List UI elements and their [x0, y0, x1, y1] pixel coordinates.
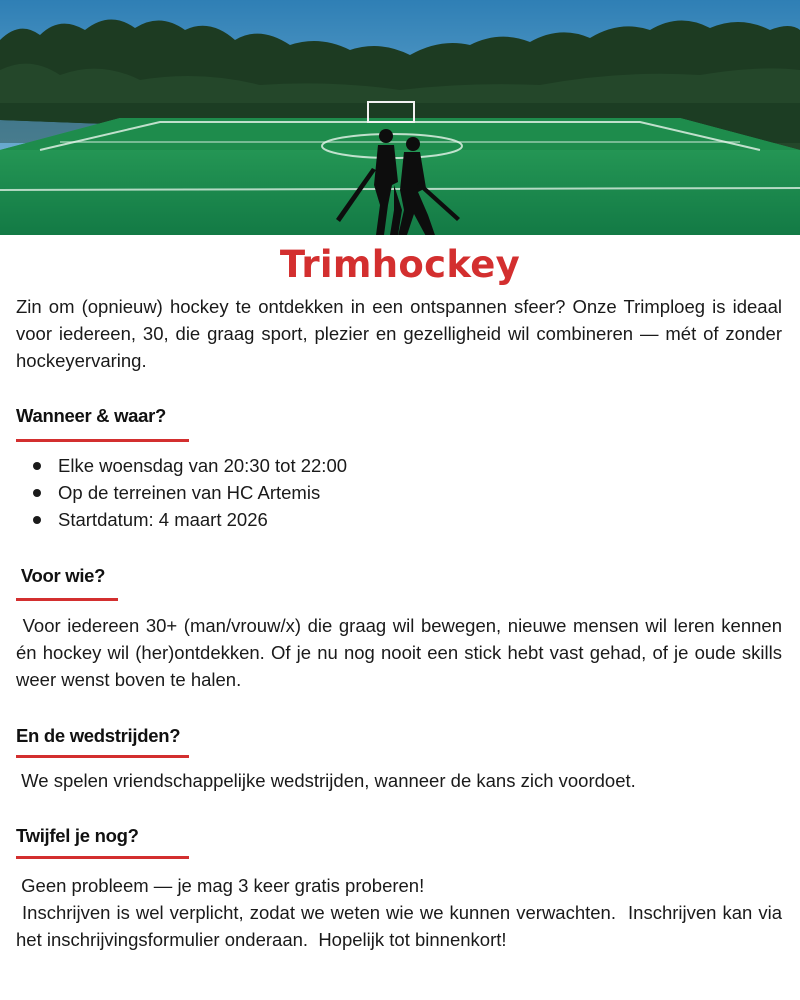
- matches-text: We spelen vriendschappelijke wedstrijden, wanneer de kans zich voordoet.: [16, 770, 636, 791]
- list-item: [16, 452, 782, 479]
- list-item-text: Op de terreinen van HC Artemis: [58, 482, 321, 503]
- intro-block: [16, 293, 782, 374]
- heading-underline: [16, 856, 189, 859]
- bullet-icon: [33, 462, 41, 470]
- bullet-icon: [33, 489, 41, 497]
- heading-matches: En de wedstrijden?: [16, 725, 181, 746]
- page-title: Trimhockey: [279, 243, 521, 286]
- doubt-block: [16, 872, 788, 953]
- when-where-list: [16, 452, 782, 533]
- list-item: [16, 479, 782, 506]
- heading-who: Voor wie?: [16, 565, 106, 586]
- who-block: [16, 612, 788, 693]
- doubt-line-2: Inschrijven is wel verplicht, zodat we weten wie we kunnen verwachten. Inschrijven kan via het inschrijvingsformulier onderaan. Hopelijk tot binnenkort!: [16, 902, 788, 950]
- matches-block: [16, 767, 782, 794]
- heading-doubt: Twijfel je nog?: [16, 825, 139, 846]
- heading-when-where: Wanneer & waar?: [16, 405, 167, 426]
- hockey-field-illustration: [0, 0, 800, 235]
- hero-image: [0, 0, 800, 235]
- doubt-line-1: Geen probleem — je mag 3 keer gratis proberen!: [16, 875, 425, 896]
- heading-underline: [16, 598, 118, 601]
- intro-text: Zin om (opnieuw) hockey te ontdekken in een ontspannen sfeer? Onze Trimploeg is ideaal voor iedereen, 30, die graag sport, plezier en gezelligheid wil combineren — mét of zonder hockeyervaring.: [16, 296, 782, 371]
- heading-underline: [16, 755, 189, 758]
- who-text: Voor iedereen 30+ (man/vrouw/x) die graag wil bewegen, nieuwe mensen wil leren kennen én hockey wil (her)ontdekken. Of je nu nog nooit een stick hebt vast gehad, of je oude skills weer wenst boven te halen.: [16, 615, 788, 690]
- when-where-block: [16, 452, 782, 533]
- bullet-icon: [33, 516, 41, 524]
- list-item-text: Startdatum: 4 maart 2026: [58, 509, 268, 530]
- list-item-text: Elke woensdag van 20:30 tot 22:00: [58, 455, 348, 476]
- heading-underline: [16, 439, 189, 442]
- list-item: [16, 506, 782, 533]
